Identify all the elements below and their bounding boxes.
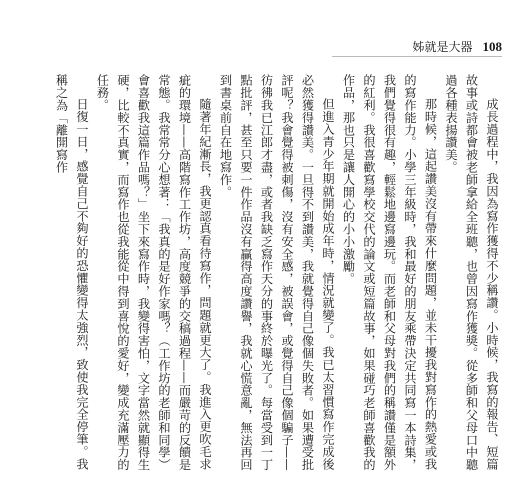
paragraph: 但進入青少年期就開始成年時，情況就變了。我已太習慣寫作完成後必然獲得讚美。一旦得不到讚美，我就覺得自己像個失敗者。如果遭受批評呢？我會覺得被刺傷，沒有安全感，被誤會，或覺得自己像個騙子——彷彿我已江郎才盡，或者我缺乏寫作天分的事終於曝光了。每當受到一丁點批評，甚至只要一件作品沒有贏得高度讚譽，我就心慌意亂，無法再回到書桌前自在地寫作。 [218, 74, 335, 471]
body-text [54, 74, 502, 482]
paragraph: 成長過程中，我因為寫作獲得不少稱讚。小時候，我寫的報告、短篇故事或詩都會被老師拿給全班聽，也曾因寫作獲獎。從多師和父母口中聽過各種表揚讚美。 [444, 74, 499, 471]
page-number: 108 [482, 39, 502, 54]
paragraph: 隨著年紀漸長，我更認真看待寫作，問題就更大了。我進入更吹毛求疵的環境——高階寫作工作坊，高度競爭的交稿過程——而嚴苛的反饋是常態。我常常分心想著：「我真的是好作家嗎？（工作坊的老師和同學）會喜歡我這篇作品嗎？」坐下來寫作時，我變得害怕，文字當然就顯得生硬，比較不真實，而寫作也從我能從中得到喜悅的愛好，變成充滿壓力的任務。 [95, 74, 212, 471]
running-head [412, 38, 502, 55]
paragraph: 那時候，這起讚美沒有帶來什麼問題，並未干擾我對寫作的熱愛或我的寫作能力。小學三年級時，我和最好的朋友乘帶決定共同寫一本詩集，我們覺得很有趣，輕鬆地邊寫邊玩。而老師和父母對我們的稱讚僅是額外的紅利。我很喜歡寫學校交代的論文或短篇故事，如果碰巧老師喜歡我的作品，那也只是讓人開心的小小激勵。 [341, 74, 438, 471]
running-head-title: 姊就是大器 [412, 40, 473, 54]
header-divider [332, 56, 502, 57]
paragraph: 日復一日，感覺自己不夠好的恐懼變得太強烈，致使我完全停筆。我稱之為「離開寫作 [54, 74, 89, 471]
